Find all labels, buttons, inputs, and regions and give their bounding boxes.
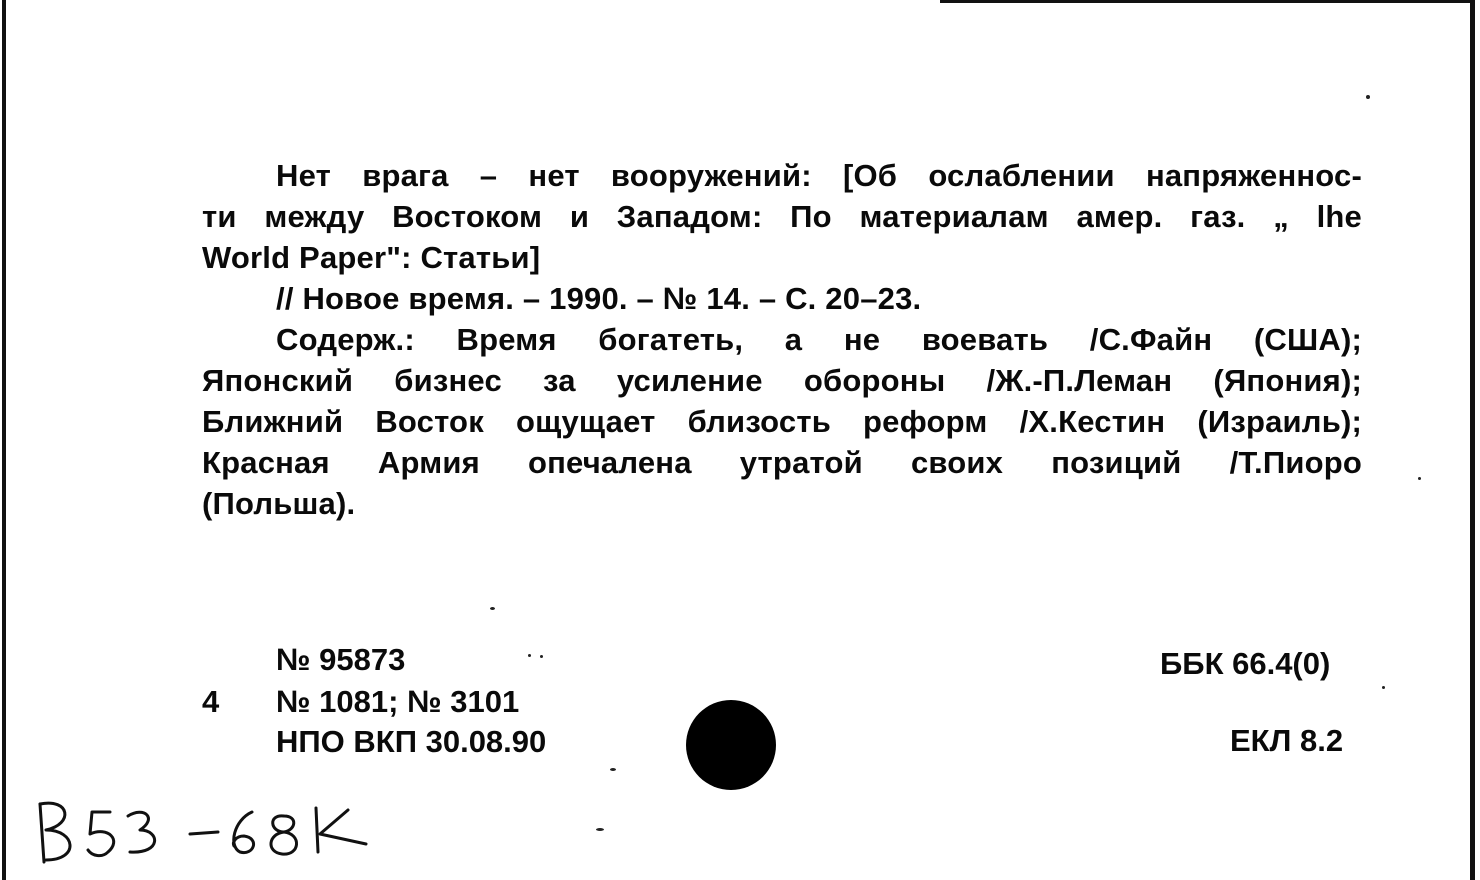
source-line: // Новое время. – 1990. – № 14. – С. 20–23. — [276, 281, 922, 316]
ekl-code: ЕКЛ 8.2 — [1230, 723, 1344, 758]
contents-line-3: Ближний Восток ощущает близость реформ /Х.Кестин (Израиль); — [202, 404, 1362, 439]
paper-speck — [1366, 95, 1370, 99]
bbk-code: ББК 66.4(0) — [1160, 646, 1331, 681]
paper-speck — [1382, 686, 1385, 689]
record-number: № 95873 — [276, 642, 406, 677]
contents-line-2: Японский бизнес за усиление обороны /Ж.-П.Леман (Япония); — [202, 363, 1362, 398]
paper-speck — [1418, 477, 1421, 480]
punch-hole — [686, 700, 776, 790]
card-right-edge — [1470, 0, 1475, 880]
issue-numbers: № 1081; № 3101 — [276, 684, 520, 719]
paper-speck — [490, 607, 495, 610]
card-left-edge — [2, 0, 6, 880]
paper-speck — [540, 655, 543, 658]
title-line-1: Нет врага – нет вооружений: [Об ослаблении напряженнос- — [276, 158, 1362, 193]
title-line-2: ти между Востоком и Западом: По материалам амер. газ. „ lhe — [202, 199, 1362, 234]
bibliographic-description — [202, 155, 1362, 524]
contents-line-5: (Польша). — [202, 486, 356, 521]
handwritten-shelf-mark — [30, 790, 390, 870]
contents-line-4: Красная Армия опечалена утратой своих позиций /Т.Пиоро — [202, 445, 1362, 480]
paper-speck — [528, 654, 531, 657]
title-line-3: World Paper": Статьи] — [202, 240, 541, 275]
paper-speck — [596, 828, 604, 831]
source-date: НПО ВКП 30.08.90 — [276, 724, 547, 759]
paper-speck — [610, 768, 616, 771]
card-top-edge — [940, 0, 1475, 3]
contents-line-1: Содерж.: Время богатеть, а не воевать /С.Файн (США); — [276, 322, 1362, 357]
copy-count: 4 — [202, 684, 220, 719]
